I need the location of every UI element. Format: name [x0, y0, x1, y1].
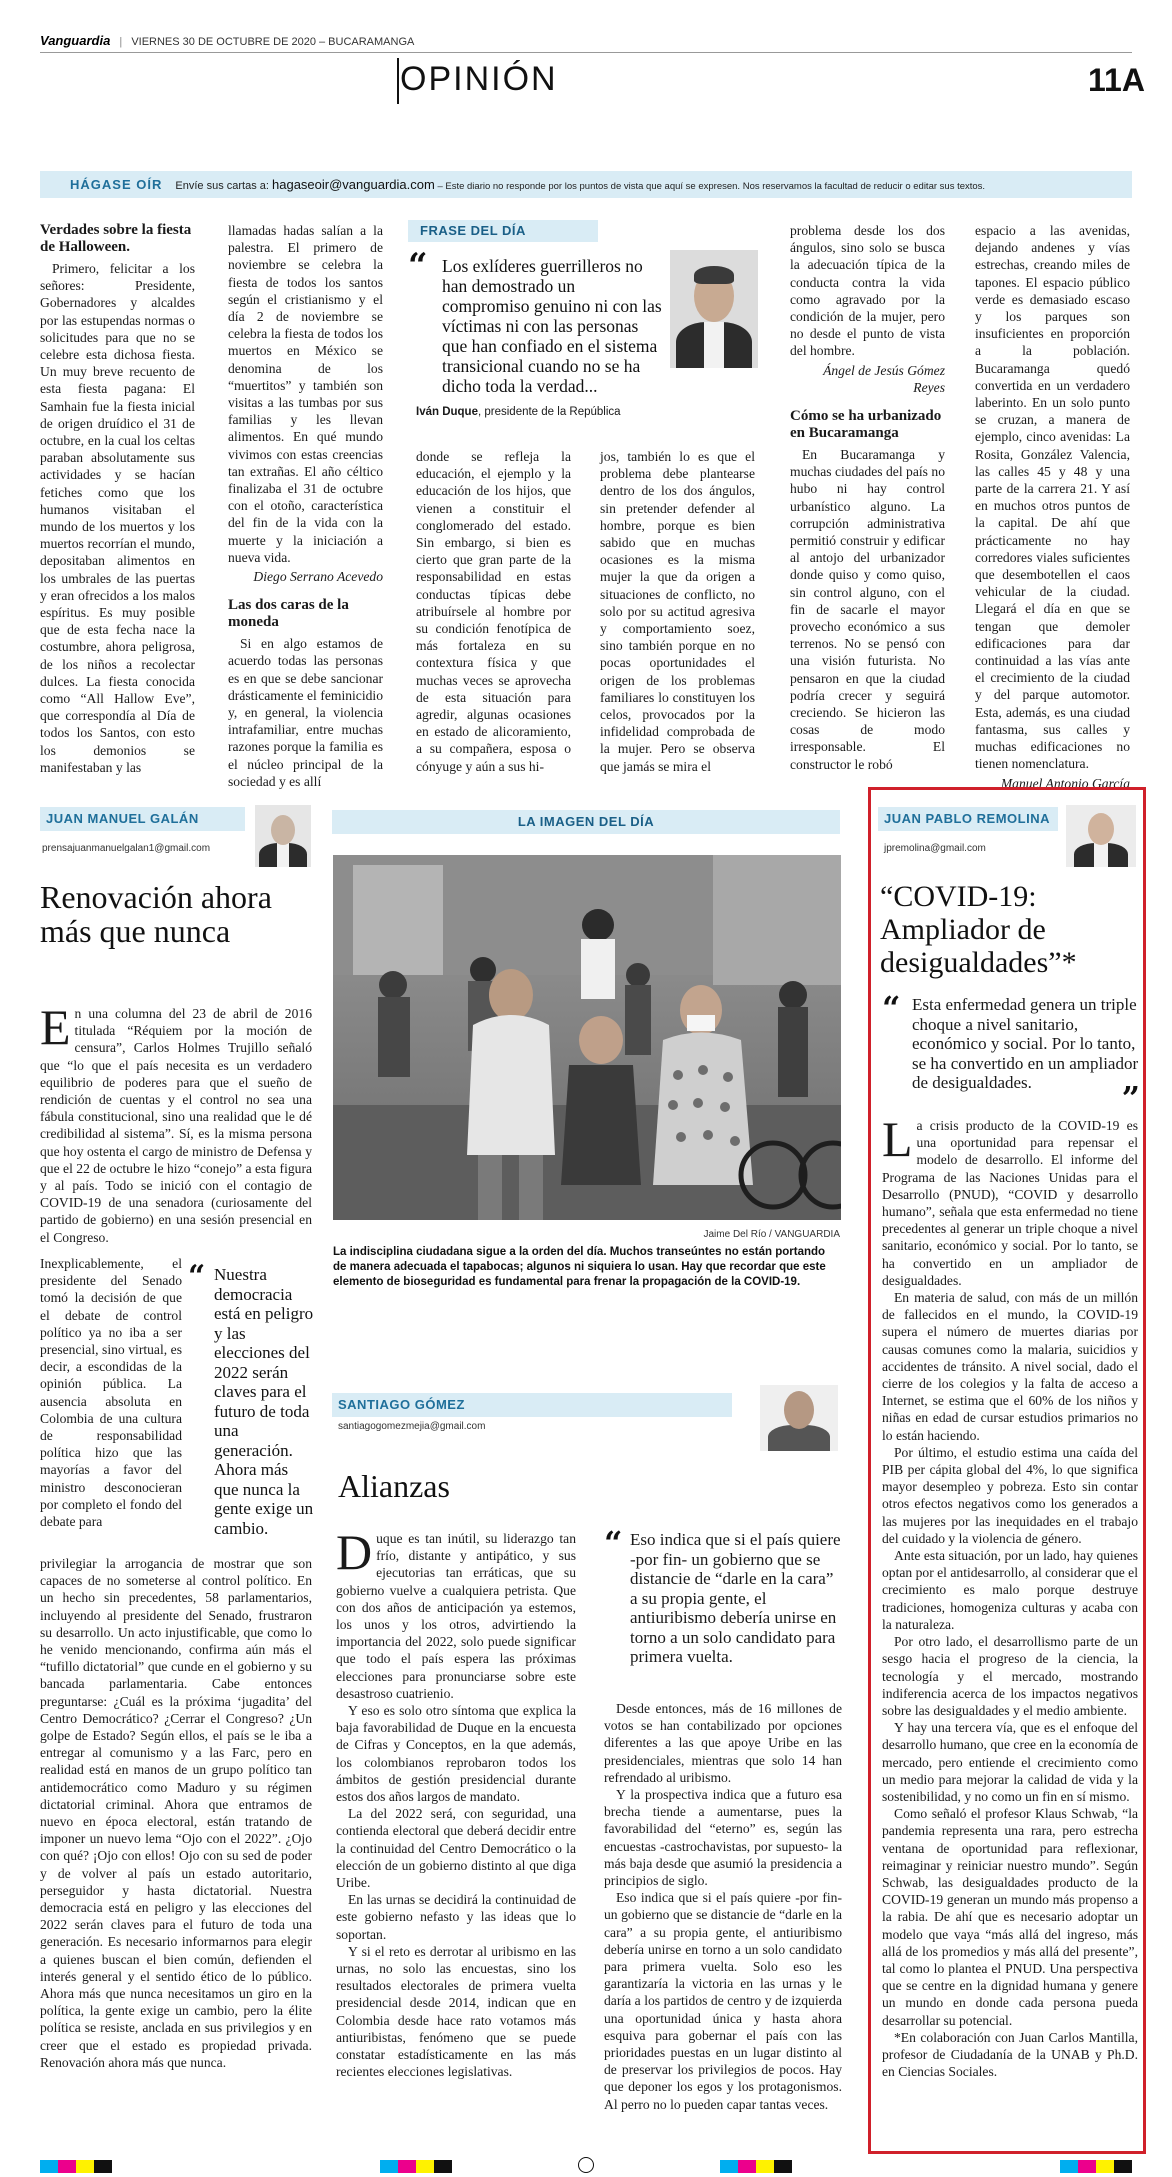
hagase-oir-email[interactable]: hagaseoir@vanguardia.com: [272, 177, 435, 192]
galan-header: [40, 805, 312, 871]
gomez-header: [332, 1385, 840, 1455]
registration-yellow: [76, 2160, 94, 2173]
remolina-footnote: *En colaboración con Juan Carlos Mantilla, profesor de Ciudadanía de la UNAB y Ph.D. en Ciencias Sociales.: [882, 2029, 1138, 2080]
letter-body: Si en algo estamos de acuerdo todas las personas es en que se debe sancionar drásticamente el feminicidio y, en general, la violencia intrafamiliar, entre muchas razones porque la familia es el núcleo principal de la sociedad y es allí: [228, 636, 383, 789]
gomez-p3: La del 2022 será, con seguridad, una contienda electoral que deberá decidir entre la continuidad del Centro Democrático o la elección de un gobierno distinto al que diga Uribe.: [336, 1806, 576, 1891]
gomez-p1: uque es tan inútil, su liderazgo tan frío, distante y antipático, y sus ejecutorias tan erráticas, que su gobierno vuelve a cualquiera petrista. Que con dos años de anticipación ya estemos, los unos y los otros, advirtiendo la importancia del 2022, solo puede significar que todo el país espera las próximas elecciones para pronunciarse sobre este desastroso cuatrienio.: [336, 1531, 576, 1701]
gomez-dropcap: D: [336, 1524, 373, 1580]
letter-title-urbanizado: Cómo se ha urbanizado en Bucaramanga: [790, 408, 942, 442]
ivan-duque-photo: [670, 250, 758, 368]
remolina-p4: Ante esta situación, por un lado, hay quienes optan por el antidesarrollo, al considerar que el crecimiento es malo porque destruye tradiciones, homogeniza culturas y acaba con la naturaleza.: [882, 1548, 1138, 1632]
registration-black: [774, 2160, 792, 2173]
gomez-name: SANTIAGO GÓMEZ: [338, 1397, 465, 1412]
registration-magenta: [58, 2160, 76, 2173]
street-photo-illustration: [333, 855, 841, 1220]
letter-signature: Manuel Antonio García: [1000, 775, 1130, 791]
letter-signature: Diego Serrano Acevedo: [253, 569, 383, 585]
frase-author: Iván Duque: [416, 406, 478, 418]
gomez-p4: En las urnas se decidirá la continuidad de este gobierno nefasto y las ideas que lo soportan.: [336, 1892, 576, 1942]
letter-title-moneda: Las dos caras de la moneda: [228, 597, 349, 631]
galan-body-top: [40, 999, 312, 1246]
hagase-oir-disclaimer: – Este diario no responde por los puntos de vista que aquí se expresen. Nos reservamos la facultad de reducir o editar sus textos.: [434, 181, 986, 192]
remolina-p2: En materia de salud, con más de un millón de fallecidos en el mundo, la COVID-19 supera el número de muertes diarias por causas comunes como la malaria, suicidios y accidentes de tránsito. A nivel social, dado el cierre de los colegios y la falta de acceso a Internet, se estima que el 60% de los niños y niñas en edad de cursar estudios primarios no lo están haciendo.: [882, 1290, 1138, 1443]
gomez-email[interactable]: santiagogomezmejia@gmail.com: [338, 1421, 486, 1432]
close-quote-icon: ”: [1121, 1078, 1140, 1117]
registration-cyan: [40, 2160, 58, 2173]
frase-label: FRASE DEL DÍA: [420, 223, 526, 238]
remolina-p7: Como señaló el profesor Klaus Schwab, “la pandemia representa una rara, pero estrecha ventana de oportunidad para reflexionar, reimaginar y reiniciar nuestro mundo”. Según Schwab, las desigualdades producto de la COVID-19 generan un mundo más propenso a la rabia. De ahí que es necesario adoptar un modelo que vaya “más allá del ingreso, más allá de los promedios y más allá del presente”, tal como lo plantea el PNUD. Una perspectiva que se centre en la dignidad humana y genere un mundo en donde cada persona pueda desarrollar su potencial.: [882, 1806, 1138, 2028]
gomez-p7: Y la prospectiva indica que a futuro esa brecha tiende a aumentarse, pues la favorabilidad del “eterno” es, según las encuestas -castrochavistas, por supuesto- la más baja desde que asumió la presidencia a principios de siglo.: [604, 1787, 842, 1889]
brand-logo: Vanguardia: [40, 33, 111, 48]
registration-yellow: [1096, 2160, 1114, 2173]
photo-credit: Jaime Del Río / VANGUARDIA: [703, 1229, 840, 1240]
letters-col-5: [790, 222, 945, 773]
open-quote-icon: “: [188, 1259, 206, 1294]
gomez-p2: Y eso es solo otro síntoma que explica la baja favorabilidad de Duque en la encuesta de Cifras y Conceptos, en la que además, los colombianos reprobaron todos los ámbitos de gestión presidencial durante estos dos años largos de mandato.: [336, 1703, 576, 1805]
dateline: VIERNES 30 DE OCTUBRE DE 2020 – BUCARAMANGA: [131, 36, 415, 48]
remolina-header: [878, 805, 1138, 871]
imagen-label: LA IMAGEN DEL DÍA: [517, 814, 655, 829]
registration-cyan: [1060, 2160, 1078, 2173]
open-quote-icon: “: [408, 246, 428, 286]
letter-body: llamadas hadas salían a la palestra. El primero de noviembre se celebra la fiesta de todos los santos según el cristianismo y el día 2 de noviembre se celebra la fiesta de todos los muertos en México se denomina de los “muertitos” y también son visitas a las tumbas por sus familias y les llevan alimentos. En qué mundo vivimos con estas creencias tan extrañas. El año céltico finalizaba el 31 de octubre con el otoño, característica del fin de la vida con la muerte y la iniciación a nueva vida.: [228, 223, 383, 565]
letter-body: jos, también lo es que el problema debe plantearse dentro de los dos ángulos, sin pretender defender al hombre, porque es bien sabido que en muchas ocasiones es la misma mujer la que da origen a situaciones de conflicto, no solo por su actitud agresiva y comportamiento soez, sino también porque en no pocas oportunidades el origen de los problemas familiares lo constituyen los celos, provocados por la infidelidad comprobada de la mujer. Pero se observa que jamás se mira el: [600, 449, 755, 774]
galan-p3: privilegiar la arrogancia de mostrar que son capaces de no someterse al control político. En un hecho sin precedentes, 58 parlamentarios, incluyendo al presidente del Senado, frustraron su desarrollo. Un acto injustificable, que como lo he venido mencionando, confirma aún más el “tufillo dictatorial” que cunde en el gobierno y su bancada parlamentaria. Cabe entonces preguntarse: ¿Cuál es la próxima ‘jugadita’ del Centro Democrático? ¿Cerrar el Congreso? ¿Un golpe de Estado? Según ellos, el país se le iba a entregar al comunismo y a las Farc, pero en realidad está en manos de un grupo político tan antidemocrático como Maduro y su régimen dictatorial criminal. Ahora que entramos de nuevo en época electoral, están tratando de imponer un nuevo lema “Ojo con el 2022”. ¿Ojo con qué? ¡Ojo con ellos! Ojo con su sed de poder y de volver al país un estado autoritario, perseguidor y hasta dictatorial. Nuestra democracia está en peligro y las elecciones del 2022 serán claves para el futuro de toda una generación. Es necesario informarnos para elegir a quienes buscan el bien común, defienden el interés general y el sentido ético de lo público. Ahora más que nunca necesitamos un giro en la política, la gente exige un cambio, pero la élite política se resiste, anclada en sus privilegios y en creer que el estado es propiedad privada. Renovación ahora más que nunca.: [40, 1556, 312, 2070]
galan-email[interactable]: prensajuanmanuelgalan1@gmail.com: [42, 843, 211, 854]
gomez-quote: Eso indica que si el país quiere -por fin- un gobierno que se distancie de “darle en la cara” a su propia gente, el antiuribismo debería unirse en torno a un solo candidato para primera vuelta.: [630, 1530, 841, 1666]
letters-col-4: [600, 448, 755, 775]
remolina-dropcap: L: [882, 1111, 913, 1167]
letter-body: problema desde los dos ángulos, sino solo se busca la adecuación típica de la conducta contra la vida como agravado por la condición de la mujer, pero no desde el punto de vista del hombre.: [790, 223, 945, 359]
letter-title-halloween: Verdades sobre la fiesta de Halloween.: [40, 222, 192, 255]
letters-col-6: [975, 222, 1130, 792]
remolina-title: “COVID-19: Ampliador de desigualdades”*: [880, 880, 1077, 979]
letter-body: donde se refleja la educación, el ejemplo y la educación de los hijos, que vienen a constituir el conglomerado del estado. Sin embargo, si bien es cierto que gran parte de la responsabilidad en estas conductas típicas debe atribuírsele al hombre por su condición fenotípica de más fortaleza en su contextura física y que muchas veces se aprovecha de esta situación para agredir, algunas ocasiones en estado de alicoramiento, a su compañera, esposa o cónyuge y aún a sus hi-: [416, 449, 571, 774]
letters-col-2: [228, 222, 383, 790]
gomez-title: Alianzas: [338, 1468, 450, 1504]
street-photo: [333, 855, 841, 1220]
hagase-oir-lead: Envíe sus cartas a:: [175, 180, 273, 192]
open-quote-icon: “: [882, 989, 901, 1027]
gomez-p6: Desde entonces, más de 16 millones de votos se han contabilizado por opciones diferentes a las que apoye Uribe en las presidenciales, mientras que solo 14 han refrendado al uribismo.: [604, 1701, 842, 1785]
registration-magenta: [398, 2160, 416, 2173]
remolina-body: [882, 1111, 1138, 2080]
remolina-pullquote: [882, 989, 1140, 1117]
gomez-body-left: [336, 1524, 576, 2081]
remolina-p3: Por último, el estudio estima una caída del PIB per cápita global del 4%, lo que significa mayor desempleo y pobreza. Esto sin contar otros efectos negativos como los generados a las mujeres por las inequidades en el trabajo del cuidado y la violencia de género.: [882, 1444, 1138, 1546]
registration-yellow: [756, 2160, 774, 2173]
registration-black: [434, 2160, 452, 2173]
registration-crosshair-icon: [578, 2157, 594, 2173]
galan-p2: Inexplicablemente, el presidente del Senado tomó la decisión de que el debate de control político ya no iba a ser presencial, sino virtual, es decir, a escondidas de la opinión pública. La ausencia absoluta en Colombia de una cultura de responsabilidad política hizo que las mayorías a favor del ministro desconocieran por completo el fondo del debate para: [40, 1256, 182, 1530]
section-divider: [397, 58, 399, 104]
remolina-p1: a crisis producto de la COVID-19 es una oportunidad para repensar el modelo de desarrollo. El informe del Programa de las Naciones Unidas para el Desarrollo (PNUD), “COVID y desarrollo humano”, señala que esta enfermedad no tiene precedentes al generar un triple choque a nivel sanitario, económico y social. Por lo tanto, se ha convertido en un ampliador de desigualdades.: [882, 1118, 1138, 1288]
galan-quote: Nuestra democracia está en peligro y las elecciones del 2022 serán claves para el futuro de toda una generación. Ahora más que nunca la gente exige un cambio.: [214, 1265, 314, 1538]
galan-title: Renovación ahora más que nunca: [40, 879, 272, 949]
gomez-photo: [760, 1385, 838, 1451]
remolina-photo: [1066, 805, 1136, 867]
remolina-p5: Por otro lado, el desarrollismo parte de un sesgo hacia el progreso de la ciencia, la tecnología y el mercado, mostrando indiferencia acerca de los impactos negativos sobre las desigualdades y el medio ambiente.: [882, 1634, 1138, 1718]
gomez-body-right: [604, 1700, 842, 2113]
top-rule: [40, 52, 1132, 53]
photo-caption: La indisciplina ciudadana sigue a la orden del día. Muchos transeúntes no están portando de manera adecuada el tapabocas; algunos ni siquiera lo usan. Hay que recordar que este elemento de bioseguridad es fundamental para frenar la propagación de la COVID-19.: [333, 1246, 826, 1288]
letters-col-1: [40, 222, 195, 776]
registration-cyan: [720, 2160, 738, 2173]
galan-pullquote: [188, 1259, 314, 1538]
letter-signature: Ángel de Jesús Gómez Reyes: [823, 362, 945, 395]
letter-body: En Bucaramanga y muchas ciudades del país no hubo ni hay control urbanístico alguno. La corrupción administrativa permitió construir y edificar al antojo del urbanizador donde quiso y como quiso, sin control alguno, con el fin de sacarle el mayor provecho económico a sus terrenos. No se pensó con una visión futurista. No pensaron en que la ciudad podría crecer y seguirá creciendo. Se hicieron las cosas de modo irresponsable. El constructor le robó: [790, 447, 945, 772]
letters-col-3: [416, 448, 571, 775]
frase-del-dia: [408, 220, 753, 452]
page-number: 11A: [1088, 62, 1145, 98]
galan-body-bottom: [40, 1555, 312, 2071]
galan-body-left: [40, 1255, 182, 1530]
registration-black: [1114, 2160, 1132, 2173]
remolina-p6: Y hay una tercera vía, que es el enfoque del desarrollo humano, que cree en la economía de mercado, pero entiende el crecimiento como un medio para mejorar la calidad de vida y la sostenibilidad, y no como un fin en sí mismo.: [882, 1720, 1138, 1804]
galan-name: JUAN MANUEL GALÁN: [46, 811, 199, 826]
remolina-email[interactable]: jpremolina@gmail.com: [884, 843, 986, 854]
open-quote-icon: “: [604, 1524, 623, 1562]
letter-body: Primero, felicitar a los señores: Presidente, Gobernadores y alcaldes por las estupendas normas o solicitudes para que no se celebre esta dichosa fiesta. Un muy breve recuento de esta fiesta pagana: El Samhain fue la fiesta inicial de origen druídico el 31 de octubre, en la cual los celtas paraban absolutamente sus actividades y se hacían fetiches como que los humanos visitaban el mundo de los muertos y los muertos recorrían el mundo, depositaban alimentos en los umbrales de las puertas y eran ofrecidos a los malos espíritus. Es muy posible que de esta fecha nace la costumbre, ahora peligrosa, de los niños a recolectar dulces. La fiesta conocida como “All Hallow Eve”, que correspondía al Día de todos los Santos, con esto los demonios se manifestaban y las: [40, 261, 195, 775]
hagase-oir-tag: HÁGASE OÍR: [70, 177, 163, 192]
galan-dropcap: E: [40, 999, 71, 1055]
gomez-pullquote: [604, 1524, 842, 1667]
registration-cyan: [380, 2160, 398, 2173]
frase-attribution: [416, 406, 621, 418]
registration-black: [94, 2160, 112, 2173]
masthead: Vanguardia | VIERNES 30 DE OCTUBRE DE 2020 – BUCARAMANGA: [40, 33, 415, 48]
galan-p1: n una columna del 23 de abril de 2016 titulada “Réquiem por la moción de censura”, Carlos Holmes Trujillo señaló que “lo que el país necesita es un verdadero equilibrio de poderes para que el sueño de rendición de cuentas y el control no sea una fábula constitucional, sino una realidad que le dé credibilidad al sistema”. Sí, es la misma persona que hoy ostenta el cargo de ministro de Defensa y que el 22 de octubre le hizo “conejo” a esta figura y al país. Todo se inició con el contagio de COVID-19 de una senadora (curiosamente del partido de gobierno) en una sesión presencial en el Congreso.: [40, 1006, 312, 1245]
frase-role: , presidente de la República: [477, 406, 621, 418]
registration-yellow: [416, 2160, 434, 2173]
hagase-oir-bar: [40, 171, 1132, 198]
letter-body: espacio a las avenidas, dejando andenes y vías estrechas, creando miles de tapones. El espacio público verde es demasiado escaso y los parques son insuficientes en proporción a la población. Bucaramanga quedó convertida en un verdadero laberinto. En un solo punto se cruzan, a manera de ejemplo, cinco avenidas: La Rosita, González Valencia, las calles 45 y 48 y una parte de la carrera 21. Y así en muchos otros puntos de la capital. De ahí que prácticamente no hay corredores viales suficientes que desembotellen el caos vehicular de la ciudad. Llegará el día en que se tengan que demoler edificaciones para dar continuidad a las vías ante el crecimiento de la ciudad y del parque automotor. Esta, además, es una ciudad fantasma, sus calles y muchas edificaciones no tienen nomenclatura.: [975, 223, 1130, 772]
gomez-p8: Eso indica que si el país quiere -por fin- un gobierno que se distancie de “darle en la cara” a su propia gente, el antiuribismo debería unirse en torno a un solo candidato para primera vuelta. Solo eso les garantizaría la victoria en las urnas y le daría a los partidos de centro y de izquierda una oportunidad única y hasta ahora esquiva para gobernar el país con las prioridades puestas en un lugar distinto al de preservar los privilegios de pocos. Hay que deponer los egos y los protagonismos. Al perro no lo pueden capar tantas veces.: [604, 1890, 842, 2112]
gomez-p5: Y si el reto es derrotar al uribismo en las urnas, no solo las encuestas, sino los resultados electorales de primera vuelta presidencial desde 2014, indican que en Colombia desde hace rato votamos más antiuribistas, fenómeno que se puede constatar estadísticamente en las más recientes elecciones legislativas.: [336, 1943, 576, 2080]
section-title: OPINIÓN: [400, 60, 558, 98]
frase-quote: Los exlíderes guerrilleros no han demostrado un compromiso genuino ni con las víctimas ni con las personas que han confiado en el sistema transicional cuando no se ha dicho toda la verdad...: [442, 256, 662, 396]
remolina-name: JUAN PABLO REMOLINA: [884, 811, 1050, 826]
registration-magenta: [1078, 2160, 1096, 2173]
registration-magenta: [738, 2160, 756, 2173]
remolina-quote: Esta enfermedad genera un triple choque a nivel sanitario, económico y social. Por lo tanto, se ha convertido en un ampliador de desigualdades.: [912, 995, 1139, 1092]
galan-photo: [255, 805, 311, 867]
